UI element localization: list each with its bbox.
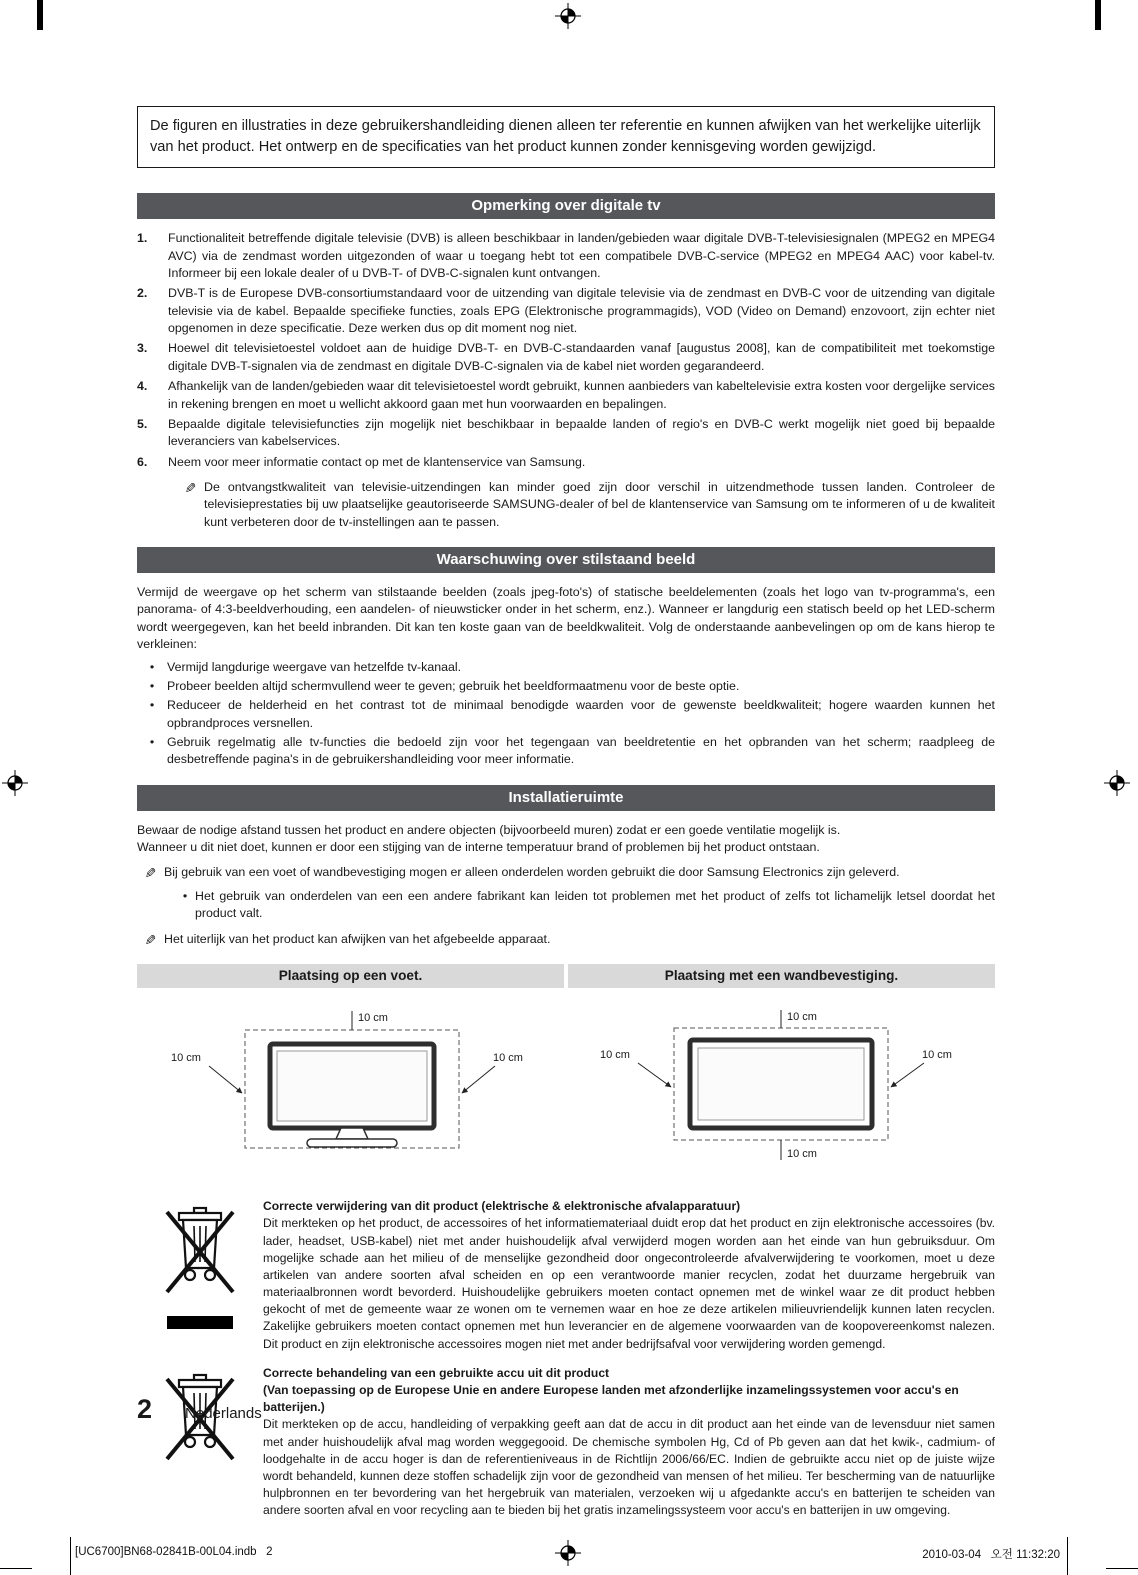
bullet-icon: • [149, 734, 155, 749]
clearance-label-right: 10 cm [921, 1049, 952, 1062]
intro-note-box [137, 106, 995, 168]
language-label: Nederlands [185, 1405, 262, 1422]
list-item [137, 230, 995, 282]
bullet-icon: • [149, 659, 155, 674]
list-text: Afhankelijk van de landen/gebieden waar dit televisietoestel wordt gebruikt, kunnen aanbieders van kabeltelevisie extra kosten voor dergelijke services in rekening brengen en moet u wellicht akkoord gaan met hun voorwaarden en bepalingen. [168, 379, 995, 411]
print-footer-right: 2010-03-04 오전 11:32:20 [922, 1549, 1060, 1561]
list-text: Bepaalde digitale televisiefuncties zijn mogelijk niet beschikbaar in bepaalde landen of regio's en DVB-C werkt mogelijk niet goed bij bepaalde leveranciers van kabelservices. [168, 416, 995, 449]
list-number: 5. [137, 416, 148, 431]
clearance-label-left: 10 cm [170, 1052, 201, 1065]
list-number: 4. [137, 379, 148, 394]
bullet-item: • Probeer beelden altijd schermvullend weer te geven; gebruik het beeldformaatmenu voor de beste optie. [137, 678, 995, 695]
section-header-still-image [137, 547, 995, 573]
installation-line1: Bewaar de nodige afstand tussen het product en andere objecten (bijvoorbeeld muren) zodat er een goede ventilatie mogelijk is. [137, 822, 841, 837]
section-title: Installatieruimte [508, 788, 624, 806]
note-text: De ontvangstkwaliteit van televisie-uitzendingen kan minder goed zijn door verschil in uitzendmethode tussen landen. Controleer de televisieprestaties bij uw plaatselijke geautoriseerde SAMSUNG-dealer of bel de klantenservice van Samsung om te informeren of u de kwaliteit kunt verbeteren door de tv-instellingen aan te passen. [204, 479, 995, 529]
still-image-intro: Vermijd de weergave op het scherm van stilstaande beelden (zoals jpeg-foto's) of statische beeldelementen (zoals het logo van tv-programma's, een panorama- of 4:3-beeldverhouding, een aandelen- of nieuwsticker onder in het scherm, enz.). Wanneer er langdurig een statisch beeld op het LED-scherm wordt weergegeven, kan het beeld inbranden. Dit kan ten koste gaan van de beeldkwaliteit. Volg de onderstaande aanbevelingen op om de kans hierop te verkleinen: [137, 585, 995, 652]
registration-mark-left [2, 770, 28, 796]
placement-header-wall: Plaatsing met een wandbevestiging. [568, 964, 995, 988]
list-text: Hoewel dit televisietoestel voldoet aan de huidige DVB-T- en DVB-C-standaarden vanaf [augustus 2008], kan de compatibiliteit met toekomstige digitale DVB-T-signalen via de zendmast en digitale DVB-C-signalen via de kabel niet worden gegarandeerd. [168, 341, 995, 373]
list-number: 3. [137, 341, 148, 356]
page-content [137, 106, 995, 1519]
registration-mark-right [1104, 770, 1130, 796]
tv-stand-neck [336, 1128, 368, 1139]
tv-screen [698, 1048, 864, 1120]
clearance-label-bottom: 10 cm [786, 1148, 817, 1161]
note-pencil-icon: ✎ [144, 865, 157, 882]
clearance-label-right: 10 cm [492, 1052, 523, 1065]
bullet-icon: • [149, 698, 155, 713]
bullet-item: • Vermijd langdurige weergave van hetzelfde tv-kanaal. [137, 659, 995, 676]
weee-battery-body: Dit merkteken op de accu, handleiding of verpakking geeft aan dat de accu in dit product aan het einde van de levensduur niet samen met ander huishoudelijk afval mag worden weggegooid. De chemische symbolen Hg, Cd of Pb geven aan dat het kwik-, cadmium- of loodgehalte in de accu hoger is dan de referentieniveaus in de Richtlijn 2006/66/EC. Indien de gebruikte accu niet op de juiste wijze wordt behandeld, kunnen deze stoffen schadelijk zijn voor de gezondheid van mensen of het milieu. Ter bescherming van de natuurlijke hulpbronnen en ter bevordering van het hergebruik van materialen, verzoeken wij u afgedankte accu's en batterijen te scheiden van andere soorten afval en voor recycling aan te bieden bij het gratis inzamelingssysteem voor accu's en batterijen in uw omgeving. [263, 1417, 995, 1518]
list-number: 1. [137, 231, 148, 246]
list-item [137, 378, 995, 413]
list-item [137, 454, 995, 471]
tv-stand-diagram [167, 1008, 537, 1180]
list-item [137, 416, 995, 451]
bullet-item: • Gebruik regelmatig alle tv-functies die bedoeld zijn voor het tegengaan van beeldretentie en het opbranden van het scherm; raadpleeg de desbetreffende pagina's in de gebruikershandleiding voor meer informatie. [137, 734, 995, 769]
note-pencil-icon: ✎ [184, 479, 197, 496]
installation-note-sub-bullet: • Het gebruik van onderdelen van een een andere fabrikant kan leiden tot problemen met het product of zelfs tot lichamelijk letsel doordat het product valt. [175, 888, 995, 923]
section-header-digital-tv [137, 193, 995, 219]
intro-note-text: De figuren en illustraties in deze gebruikershandleiding dienen alleen ter referentie en kunnen afwijken van het werkelijke uiterlijk van het product. Het ontwerp en de specificaties van het product kunnen zonder kennisgeving worden gewijzigd. [150, 118, 981, 156]
tv-wallmount-diagram [596, 1008, 966, 1180]
crop-mark-bottom-right [1067, 1537, 1068, 1575]
page-number: 2 [137, 1394, 153, 1424]
tv-stand-base [307, 1139, 397, 1147]
weee-battery-row [137, 1365, 995, 1520]
weee-battery-subtitle: (Van toepassing op de Europese Unie en andere Europese landen met afzonderlijke inzamelingssystemen voor accu's en batterijen.) [263, 1383, 959, 1415]
weee-bin-icon [163, 1206, 237, 1298]
clearance-label-left: 10 cm [599, 1049, 630, 1062]
page-footer [137, 1394, 262, 1425]
list-item [137, 340, 995, 375]
print-footer-left: [UC6700]BN68-02841B-00L04.indb 2 [75, 1546, 273, 1558]
list-text: Functionaliteit betreffende digitale televisie (DVB) is alleen beschikbaar in landen/gebieden waar digitale DVB-T-televisiesignalen (MPEG2 en MPEG4 AVC) via de zendmast worden uitgezonden of waar u toegang hebt tot een compatibele DVB-C-service (MPEG2 en MPEG4 AAC) voor kabel-tv. Informeer bij een lokale dealer of u DVB-T- of DVB-C-signalen kunt ontvangen. [168, 231, 995, 281]
installation-note-parts: ✎ Bij gebruik van een voet of wandbevestiging mogen er alleen onderdelen worden gebruikt die door Samsung Electronics zijn geleverd. [137, 864, 995, 884]
reception-note [177, 479, 995, 531]
bullet-item: • Reduceer de helderheid en het contrast tot de minimaal benodigde waarden voor de gewenste beeldkwaliteit; hogere waarden kunnen het opbrandproces versnellen. [137, 697, 995, 732]
list-number: 6. [137, 454, 148, 469]
placement-header-stand: Plaatsing op een voet. [137, 964, 564, 988]
weee-product-body: Dit merkteken op het product, de accessoires of het informatiemateriaal duidt erop dat het product en zijn elektronische accessoires (bv. lader, headset, USB-kabel) niet met ander huishoudelijk afval verwijderd mogen worden aan het einde van hun gebruiksduur. Om mogelijke schade aan het milieu of de menselijke gezondheid door ongecontroleerde afvalverwijdering te voorkomen, moet u deze artikelen van andere soorten afval scheiden en op een verantwoorde manier recyclen, zodat het duurzame hergebruik van materiaalbronnen wordt bevorderd. Huishoudelijke gebruikers moeten contact opnemen met de winkel waar ze dit product hebben gekocht of met de gemeente waar ze wonen om te vernemen waar en hoe ze deze artikelen milieuvriendelijk kunnen laten recyclen. Zakelijke gebruikers moeten contact opnemen met hun leverancier en de algemene voorwaarden van de koopovereenkomst nalezen. Dit product en zijn elektronische accessoires mogen niet met ander bedrijfsafval voor verwijdering worden gemengd. [263, 1216, 995, 1351]
list-number: 2. [137, 286, 148, 301]
weee-product-row [137, 1198, 995, 1353]
crop-mark-bottom-left [70, 1537, 71, 1575]
crop-edge-bottom-left [0, 1568, 32, 1569]
still-image-bullets [137, 659, 995, 769]
installation-line2: Wanneer u dit niet doet, kunnen er door een stijging van de interne temperatuur brand of problemen bij het product ontstaan. [137, 840, 820, 855]
installation-note-appearance: ✎ Het uiterlijk van het product kan afwijken van het afgebeelde apparaat. [137, 931, 995, 951]
list-text: DVB-T is de Europese DVB-consortiumstandaard voor de uitzending van digitale televisie via de zendmast en DVB-C voor de uitzending van digitale televisie via de kabel. Bepaalde specifieke functies, zoals EPG (Elektronische programmagids), VOD (Video on Demand) enzovoort, zijn echter niet opgenomen in deze specificatie. Deze werken dus op dit moment nog niet. [168, 286, 995, 336]
tv-screen [277, 1051, 427, 1121]
weee-black-bar [167, 1316, 233, 1329]
bullet-icon: • [182, 888, 188, 903]
list-item [137, 285, 995, 337]
registration-mark-top [555, 3, 581, 29]
clearance-label-top: 10 cm [357, 1012, 388, 1025]
note-pencil-icon: ✎ [144, 931, 157, 948]
digital-tv-list [137, 230, 995, 471]
weee-product-title: Correcte verwijdering van dit product (elektrische & elektronische afvalapparatuur) [263, 1199, 741, 1214]
clearance-label-top: 10 cm [786, 1011, 817, 1024]
section-header-installation [137, 785, 995, 811]
weee-battery-title: Correcte behandeling van een gebruikte accu uit dit product [263, 1365, 610, 1380]
bullet-icon: • [149, 678, 155, 693]
crop-mark-top-right [1095, 0, 1101, 30]
section-title: Opmerking over digitale tv [471, 197, 661, 215]
list-text: Neem voor meer informatie contact op met de klantenservice van Samsung. [168, 454, 586, 469]
section-title: Waarschuwing over stilstaand beeld [436, 551, 696, 569]
crop-mark-top-left [37, 0, 43, 30]
crop-edge-bottom-right [1106, 1568, 1138, 1569]
placement-table [137, 964, 995, 1186]
registration-mark-bottom [555, 1540, 581, 1566]
